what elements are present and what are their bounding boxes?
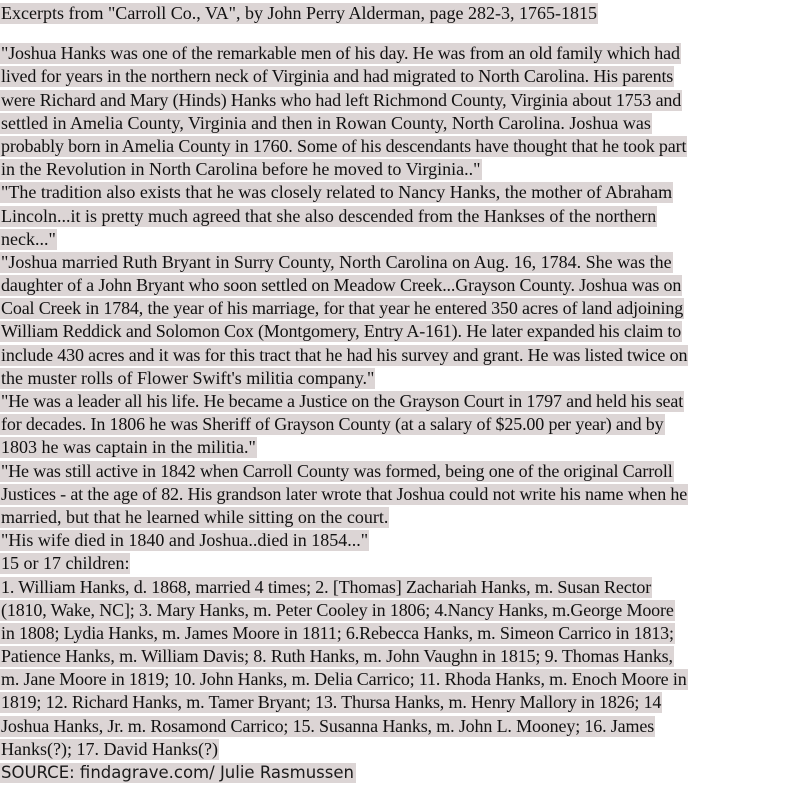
text-line: include 430 acres and it was for this tract that he had his survey and grant. He was listed twice on (1, 344, 688, 365)
heading-gap (0, 26, 800, 43)
text-line: in the Revolution in North Carolina before he moved to Virginia.." (1, 159, 481, 180)
text-line: for decades. In 1806 he was Sheriff of Grayson County (at a salary of $25.00 per year) and by (1, 414, 664, 435)
text-line: Hanks(?); 17. David Hanks(?) (1, 738, 218, 759)
document-body (0, 43, 800, 762)
document (0, 3, 800, 785)
text-line: settled in Amelia County, Virginia and then in Rowan County, North Carolina. Joshua was (1, 112, 651, 133)
text-line: were Richard and Mary (Hinds) Hanks who had left Richmond County, Virginia about 1753 and (1, 89, 682, 110)
text-line: probably born in Amelia County in 1760. Some of his descendants have thought that he took part (1, 135, 687, 156)
text-line: in 1808; Lydia Hanks, m. James Moore in 1811; 6.Rebecca Hanks, m. Simeon Carrico in 1813; (1, 622, 674, 643)
text-line: Lincoln...it is pretty much agreed that she also descended from the Hankses of the northern (1, 205, 657, 226)
text-line: William Reddick and Solomon Cox (Montgomery, Entry A-161). He later expanded his claim to (1, 321, 682, 342)
text-line: m. Jane Moore in 1819; 10. John Hanks, m. Delia Carrico; 11. Rhoda Hanks, m. Enoch Moore in (1, 669, 687, 690)
text-line: (1810, Wake, NC]; 3. Mary Hanks, m. Peter Cooley in 1806; 4.Nancy Hanks, m.George Moore (1, 599, 674, 620)
document-heading: Excerpts from "Carroll Co., VA", by John Perry Alderman, page 282-3, 1765-1815 (1, 3, 597, 23)
text-line: 15 or 17 children: (1, 553, 130, 574)
text-line: 1819; 12. Richard Hanks, m. Tamer Bryant; 13. Thursa Hanks, m. Henry Mallory in 1826; 14 (1, 692, 662, 713)
text-line: lived for years in the northern neck of Virginia and had migrated to North Carolina. His parents (1, 66, 674, 87)
text-line: "He was a leader all his life. He became a Justice on the Grayson Court in 1797 and held his seat (1, 391, 684, 411)
text-line: "He was still active in 1842 when Carroll County was formed, being one of the original Carroll (1, 460, 673, 481)
text-line: Coal Creek in 1784, the year of his marriage, for that year he entered 350 acres of land adjoining (1, 298, 684, 319)
text-line: neck..." (1, 228, 56, 249)
text-line: "His wife died in 1840 and Joshua..died in 1854..." (1, 530, 369, 551)
text-line: 1. William Hanks, d. 1868, married 4 times; 2. [Thomas] Zachariah Hanks, m. Susan Rector (1, 576, 652, 597)
text-line: Joshua Hanks, Jr. m. Rosamond Carrico; 15. Susanna Hanks, m. John L. Mooney; 16. James (1, 715, 655, 736)
text-line: Justices - at the age of 82. His grandson later wrote that Joshua could not write his name when he (1, 483, 688, 504)
text-line: Patience Hanks, m. William Davis; 8. Ruth Hanks, m. John Vaughn in 1815; 9. Thomas Hanks, (1, 646, 673, 667)
text-line: "Joshua Hanks was one of the remarkable men of his day. He was from an old family which had (1, 43, 680, 64)
text-line: daughter of a John Bryant who soon settled on Meadow Creek...Grayson County. Joshua was on (1, 275, 682, 296)
text-line: "The tradition also exists that he was closely related to Nancy Hanks, the mother of Abraham (1, 182, 673, 203)
source-citation: SOURCE: findagrave.com/ Julie Rasmussen (1, 763, 354, 782)
text-line: 1803 he was captain in the militia." (1, 437, 256, 458)
text-line: the muster rolls of Flower Swift's militia company." (1, 367, 375, 388)
text-line: married, but that he learned while sitting on the court. (1, 506, 389, 527)
text-line: "Joshua married Ruth Bryant in Surry County, North Carolina on Aug. 16, 1784. She was the (1, 251, 672, 272)
